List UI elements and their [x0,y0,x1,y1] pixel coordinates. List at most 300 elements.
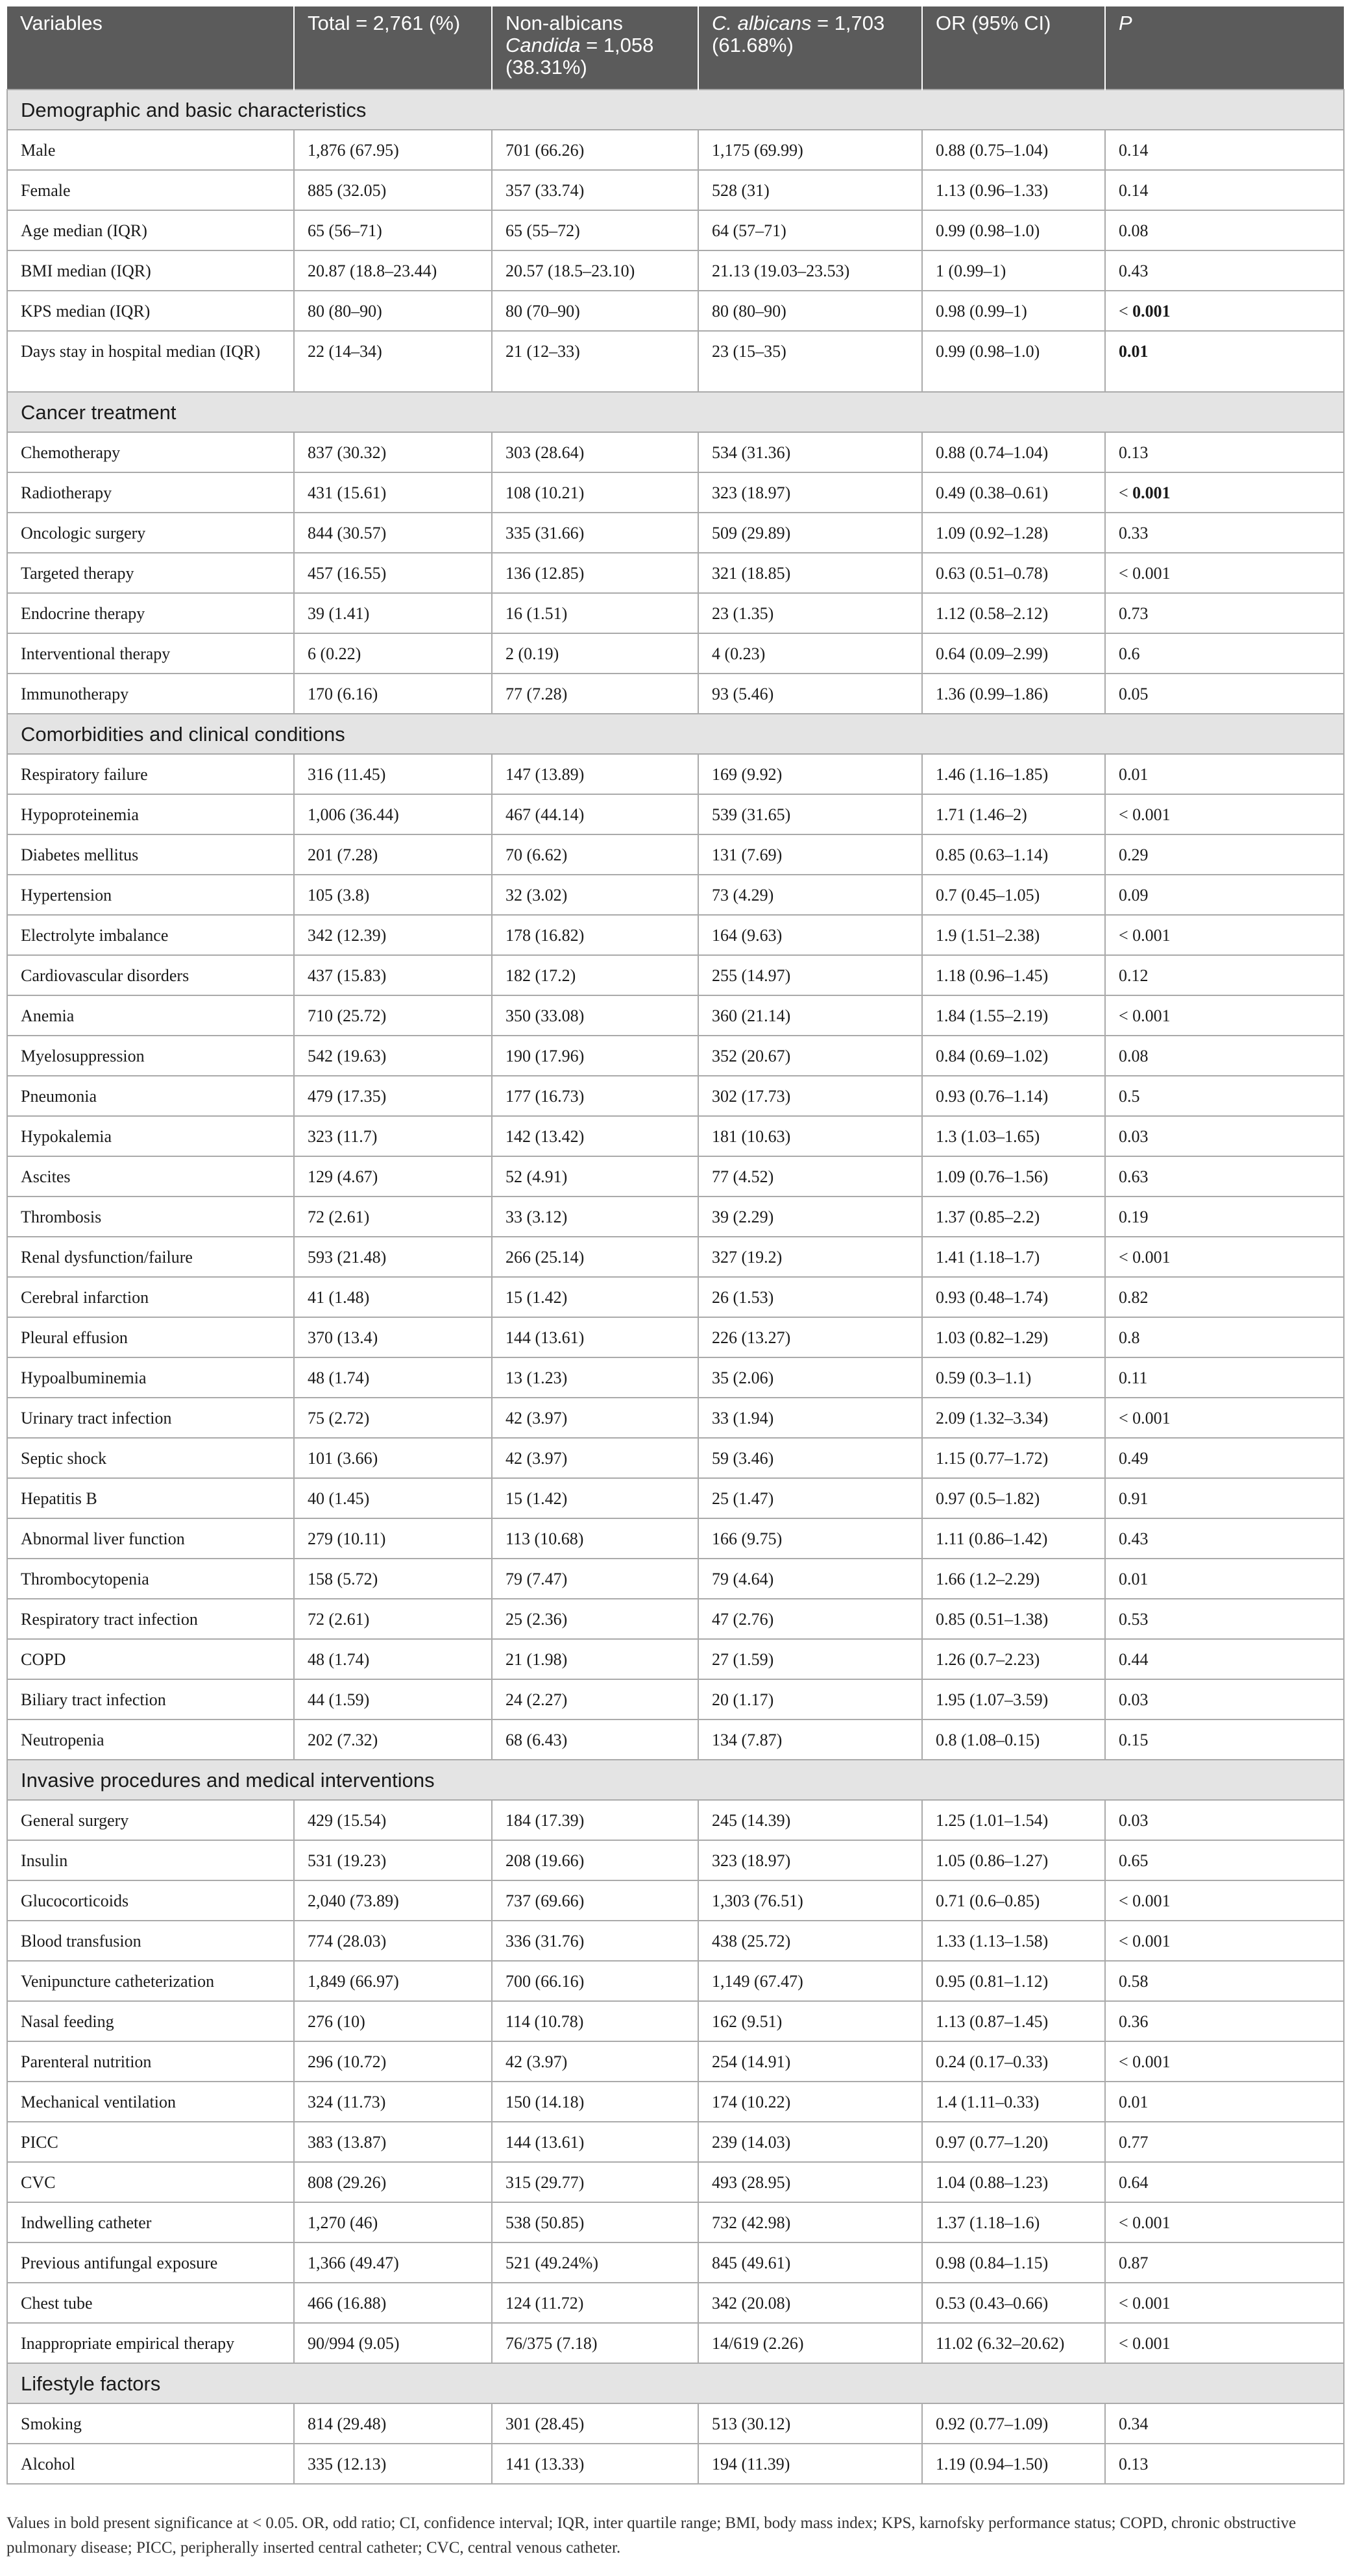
p-value: 0.08 [1119,221,1149,240]
header-c-albicans [698,6,922,90]
total-cell: 201 (7.28) [294,834,492,875]
p-value: 0.49 [1119,1448,1149,1468]
total-cell: 158 (5.72) [294,1559,492,1599]
table-row [7,2162,1344,2202]
c-albicans-cell: 239 (14.03) [698,2122,922,2162]
c-albicans-cell: 509 (29.89) [698,513,922,553]
or-ci-cell: 0.53 (0.43–0.66) [922,2283,1105,2323]
table-row [7,1840,1344,1880]
table-row [7,1398,1344,1438]
p-value-cell [1105,2041,1344,2082]
table-row [7,432,1344,472]
p-value-cell [1105,1156,1344,1197]
variable-cell: Respiratory tract infection [7,1599,294,1639]
c-albicans-cell: 23 (15–35) [698,331,922,392]
or-ci-cell: 0.59 (0.3–1.1) [922,1357,1105,1398]
p-value: 0.91 [1119,1488,1149,1508]
total-cell: 101 (3.66) [294,1438,492,1478]
section-row [7,714,1344,754]
table-row [7,1478,1344,1518]
table-row [7,2041,1344,2082]
variable-cell: General surgery [7,1800,294,1840]
p-value-cell [1105,995,1344,1036]
table-row [7,2444,1344,2484]
non-albicans-cell: 65 (55–72) [492,210,698,250]
p-value: 0.08 [1119,1046,1149,1065]
or-ci-cell: 0.97 (0.5–1.82) [922,1478,1105,1518]
or-ci-cell: 0.84 (0.69–1.02) [922,1036,1105,1076]
total-cell: 429 (15.54) [294,1800,492,1840]
or-ci-cell: 1.37 (1.18–1.6) [922,2202,1105,2242]
p-value-cell [1105,2122,1344,2162]
total-cell: 72 (2.61) [294,1197,492,1237]
c-albicans-cell: 23 (1.35) [698,593,922,633]
or-ci-cell: 1.26 (0.7–2.23) [922,1639,1105,1679]
header-c-albicans-suffix: = 1,703 (61.68%) [712,12,885,56]
p-value: 0.65 [1119,1851,1149,1870]
or-ci-cell: 1.46 (1.16–1.85) [922,754,1105,794]
p-value-cell [1105,1679,1344,1719]
c-albicans-cell: 1,303 (76.51) [698,1880,922,1921]
non-albicans-cell: 68 (6.43) [492,1719,698,1760]
or-ci-cell: 0.63 (0.51–0.78) [922,553,1105,593]
total-cell: 437 (15.83) [294,955,492,995]
or-ci-cell: 1.37 (0.85–2.2) [922,1197,1105,1237]
non-albicans-cell: 42 (3.97) [492,1438,698,1478]
variable-cell: Septic shock [7,1438,294,1478]
non-albicans-cell: 20.57 (18.5–23.10) [492,250,698,291]
variable-cell: Venipuncture catheterization [7,1961,294,2001]
or-ci-cell: 1.11 (0.86–1.42) [922,1518,1105,1559]
non-albicans-cell: 79 (7.47) [492,1559,698,1599]
p-value-cell [1105,210,1344,250]
table-row [7,1800,1344,1840]
table-row [7,2001,1344,2041]
total-cell: 370 (13.4) [294,1317,492,1357]
p-value: 0.03 [1119,1126,1149,1146]
variable-cell: Blood transfusion [7,1921,294,1961]
table-header [7,6,1344,90]
total-cell: 431 (15.61) [294,472,492,513]
or-ci-cell: 0.99 (0.98–1.0) [922,210,1105,250]
variable-cell: Hypertension [7,875,294,915]
c-albicans-cell: 360 (21.14) [698,995,922,1036]
table-row [7,1639,1344,1679]
table-row [7,1076,1344,1116]
table-row [7,1036,1344,1076]
table-footnote: Values in bold present significance at < 0.05. OR, odd ratio; CI, confidence interval; IQR, inter quartile range; BMI, body mass index; KPS, karnofsky performance status; COPD, chronic obstructive pulmonary disease; PICC, peripherally inserted central catheter; CVC, central venous catheter. [6,2514,1296,2557]
variable-cell: Urinary tract infection [7,1398,294,1438]
p-value: 0.03 [1119,1810,1149,1830]
non-albicans-cell: 2 (0.19) [492,633,698,674]
or-ci-cell: 1.41 (1.18–1.7) [922,1237,1105,1277]
table-row [7,915,1344,955]
section-title: Comorbidities and clinical conditions [7,714,1344,754]
variable-cell: Previous antifungal exposure [7,2242,294,2283]
c-albicans-cell: 134 (7.87) [698,1719,922,1760]
non-albicans-cell: 52 (4.91) [492,1156,698,1197]
total-cell: 41 (1.48) [294,1277,492,1317]
or-ci-cell: 0.71 (0.6–0.85) [922,1880,1105,1921]
p-value-cell [1105,1277,1344,1317]
p-value-cell [1105,2242,1344,2283]
p-value: 0.01 [1119,2092,1149,2111]
table-row [7,2242,1344,2283]
non-albicans-cell: 336 (31.76) [492,1921,698,1961]
variable-cell: Radiotherapy [7,472,294,513]
c-albicans-cell: 255 (14.97) [698,955,922,995]
non-albicans-cell: 357 (33.74) [492,170,698,210]
or-ci-cell: 1.4 (1.11–0.33) [922,2082,1105,2122]
or-ci-cell: 1.71 (1.46–2) [922,794,1105,834]
variable-cell: Alcohol [7,2444,294,2484]
table-row [7,2202,1344,2242]
p-value-cell [1105,250,1344,291]
variable-cell: Abnormal liver function [7,1518,294,1559]
total-cell: 170 (6.16) [294,674,492,714]
c-albicans-cell: 321 (18.85) [698,553,922,593]
table-row [7,995,1344,1036]
variable-cell: Targeted therapy [7,553,294,593]
table-row [7,2403,1344,2444]
p-value: 0.8 [1119,1328,1140,1347]
table-row [7,633,1344,674]
total-cell: 383 (13.87) [294,2122,492,2162]
p-value: 0.34 [1119,2414,1149,2433]
p-value-cell [1105,513,1344,553]
c-albicans-cell: 21.13 (19.03–23.53) [698,250,922,291]
table-row [7,553,1344,593]
header-variables: Variables [7,6,294,90]
or-ci-cell: 1.25 (1.01–1.54) [922,1800,1105,1840]
table-row [7,1518,1344,1559]
total-cell: 202 (7.32) [294,1719,492,1760]
variable-cell: Glucocorticoids [7,1880,294,1921]
table-row [7,210,1344,250]
variable-cell: Indwelling catheter [7,2202,294,2242]
c-albicans-cell: 732 (42.98) [698,2202,922,2242]
non-albicans-cell: 178 (16.82) [492,915,698,955]
total-cell: 6 (0.22) [294,633,492,674]
p-value: 0.63 [1119,1167,1149,1186]
or-ci-cell: 0.24 (0.17–0.33) [922,2041,1105,2082]
p-value-cell [1105,1961,1344,2001]
non-albicans-cell: 350 (33.08) [492,995,698,1036]
non-albicans-cell: 16 (1.51) [492,593,698,633]
table-row [7,1317,1344,1357]
c-albicans-cell: 1,175 (69.99) [698,130,922,170]
table-row [7,1438,1344,1478]
p-value-cell [1105,291,1344,331]
table-row [7,1277,1344,1317]
section-row [7,1760,1344,1800]
variable-cell: Days stay in hospital median (IQR) [7,331,294,392]
total-cell: 457 (16.55) [294,553,492,593]
c-albicans-cell: 245 (14.39) [698,1800,922,1840]
table-row [7,1921,1344,1961]
header-p-italic: P [1119,12,1132,34]
non-albicans-cell: 177 (16.73) [492,1076,698,1116]
p-value-cell [1105,1840,1344,1880]
or-ci-cell: 1.05 (0.86–1.27) [922,1840,1105,1880]
or-ci-cell: 1.9 (1.51–2.38) [922,915,1105,955]
c-albicans-cell: 26 (1.53) [698,1277,922,1317]
p-value: 0.53 [1119,1609,1149,1629]
non-albicans-cell: 301 (28.45) [492,2403,698,2444]
variable-cell: Biliary tract infection [7,1679,294,1719]
total-cell: 279 (10.11) [294,1518,492,1559]
total-cell: 20.87 (18.8–23.44) [294,250,492,291]
variable-cell: Age median (IQR) [7,210,294,250]
variable-cell: BMI median (IQR) [7,250,294,291]
section-row [7,392,1344,432]
total-cell: 105 (3.8) [294,875,492,915]
or-ci-cell: 1.04 (0.88–1.23) [922,2162,1105,2202]
p-value-cell [1105,1719,1344,1760]
p-value-cell [1105,1599,1344,1639]
p-value: 0.43 [1119,1529,1149,1548]
or-ci-cell: 0.92 (0.77–1.09) [922,2403,1105,2444]
p-value-bold: 0.001 [1132,483,1171,502]
p-value: 0.36 [1119,2011,1149,2031]
variable-cell: Anemia [7,995,294,1036]
p-value-cell [1105,1559,1344,1599]
or-ci-cell: 1.36 (0.99–1.86) [922,674,1105,714]
p-value-cell [1105,834,1344,875]
header-non-albicans [492,6,698,90]
variable-cell: Interventional therapy [7,633,294,674]
total-cell: 885 (32.05) [294,170,492,210]
c-albicans-cell: 493 (28.95) [698,2162,922,2202]
non-albicans-cell: 141 (13.33) [492,2444,698,2484]
c-albicans-cell: 164 (9.63) [698,915,922,955]
section-row [7,2363,1344,2403]
variable-cell: Oncologic surgery [7,513,294,553]
c-albicans-cell: 169 (9.92) [698,754,922,794]
p-value-cell [1105,2283,1344,2323]
p-value: 0.29 [1119,845,1149,864]
or-ci-cell: 1.13 (0.87–1.45) [922,2001,1105,2041]
table-row [7,1599,1344,1639]
or-ci-cell: 0.95 (0.81–1.12) [922,1961,1105,2001]
or-ci-cell: 0.93 (0.48–1.74) [922,1277,1105,1317]
variable-cell: Male [7,130,294,170]
non-albicans-cell: 80 (70–90) [492,291,698,331]
data-table [6,6,1345,2485]
variable-cell: Electrolyte imbalance [7,915,294,955]
p-value-cell [1105,1398,1344,1438]
total-cell: 39 (1.41) [294,593,492,633]
total-cell: 335 (12.13) [294,2444,492,2484]
or-ci-cell: 1 (0.99–1) [922,250,1105,291]
total-cell: 837 (30.32) [294,432,492,472]
c-albicans-cell: 59 (3.46) [698,1438,922,1478]
p-value-cell [1105,1036,1344,1076]
p-value: < 0.001 [1119,2213,1171,2232]
c-albicans-cell: 323 (18.97) [698,472,922,513]
non-albicans-cell: 182 (17.2) [492,955,698,995]
c-albicans-cell: 534 (31.36) [698,432,922,472]
non-albicans-cell: 24 (2.27) [492,1679,698,1719]
p-value: 0.01 [1119,342,1149,361]
table-row [7,674,1344,714]
non-albicans-cell: 108 (10.21) [492,472,698,513]
p-value-cell [1105,955,1344,995]
or-ci-cell: 11.02 (6.32–20.62) [922,2323,1105,2363]
total-cell: 814 (29.48) [294,2403,492,2444]
c-albicans-cell: 342 (20.08) [698,2283,922,2323]
table-row [7,1197,1344,1237]
non-albicans-cell: 184 (17.39) [492,1800,698,1840]
c-albicans-cell: 226 (13.27) [698,1317,922,1357]
variable-cell: KPS median (IQR) [7,291,294,331]
non-albicans-cell: 737 (69.66) [492,1880,698,1921]
table-row [7,472,1344,513]
or-ci-cell: 0.64 (0.09–2.99) [922,633,1105,674]
non-albicans-cell: 700 (66.16) [492,1961,698,2001]
table-row [7,2283,1344,2323]
c-albicans-cell: 513 (30.12) [698,2403,922,2444]
c-albicans-cell: 39 (2.29) [698,1197,922,1237]
p-value: < 0.001 [1119,2293,1171,2313]
p-value: < 0.001 [1119,2052,1171,2071]
p-value: 0.11 [1119,1368,1148,1387]
total-cell: 1,876 (67.95) [294,130,492,170]
variable-cell: Smoking [7,2403,294,2444]
c-albicans-cell: 162 (9.51) [698,2001,922,2041]
variable-cell: Hypoproteinemia [7,794,294,834]
non-albicans-cell: 70 (6.62) [492,834,698,875]
table-row [7,794,1344,834]
section-title: Cancer treatment [7,392,1344,432]
p-value-cell [1105,674,1344,714]
header-or: OR (95% CI) [922,6,1105,90]
p-value-cell [1105,2444,1344,2484]
total-cell: 90/994 (9.05) [294,2323,492,2363]
c-albicans-cell: 77 (4.52) [698,1156,922,1197]
section-title: Lifestyle factors [7,2363,1344,2403]
header-row [7,6,1344,90]
variable-cell: COPD [7,1639,294,1679]
table-row [7,331,1344,392]
variable-cell: Parenteral nutrition [7,2041,294,2082]
c-albicans-cell: 302 (17.73) [698,1076,922,1116]
total-cell: 44 (1.59) [294,1679,492,1719]
total-cell: 65 (56–71) [294,210,492,250]
p-value: 0.01 [1119,764,1149,784]
table-row [7,593,1344,633]
non-albicans-cell: 147 (13.89) [492,754,698,794]
total-cell: 593 (21.48) [294,1237,492,1277]
p-value: < 0.001 [1119,483,1171,502]
or-ci-cell: 0.88 (0.74–1.04) [922,432,1105,472]
or-ci-cell: 0.93 (0.76–1.14) [922,1076,1105,1116]
total-cell: 774 (28.03) [294,1921,492,1961]
table-row [7,291,1344,331]
p-value-cell [1105,472,1344,513]
table-row [7,875,1344,915]
variable-cell: Insulin [7,1840,294,1880]
c-albicans-cell: 323 (18.97) [698,1840,922,1880]
table-row [7,834,1344,875]
total-cell: 1,366 (49.47) [294,2242,492,2283]
non-albicans-cell: 33 (3.12) [492,1197,698,1237]
p-value: 0.05 [1119,684,1149,703]
or-ci-cell: 0.99 (0.98–1.0) [922,331,1105,392]
non-albicans-cell: 42 (3.97) [492,1398,698,1438]
p-value-cell [1105,875,1344,915]
c-albicans-cell: 131 (7.69) [698,834,922,875]
header-non-albicans-prefix: Non-albicans [505,12,623,34]
c-albicans-cell: 4 (0.23) [698,633,922,674]
p-value-cell [1105,170,1344,210]
non-albicans-cell: 21 (1.98) [492,1639,698,1679]
p-value: < 0.001 [1119,1247,1171,1267]
p-value-cell [1105,754,1344,794]
total-cell: 531 (19.23) [294,1840,492,1880]
non-albicans-cell: 113 (10.68) [492,1518,698,1559]
p-value: 0.33 [1119,523,1149,542]
non-albicans-cell: 538 (50.85) [492,2202,698,2242]
p-value: 0.43 [1119,261,1149,280]
table-row [7,955,1344,995]
variable-cell: Nasal feeding [7,2001,294,2041]
c-albicans-cell: 25 (1.47) [698,1478,922,1518]
table-row [7,1116,1344,1156]
or-ci-cell: 0.88 (0.75–1.04) [922,130,1105,170]
or-ci-cell: 0.49 (0.38–0.61) [922,472,1105,513]
c-albicans-cell: 35 (2.06) [698,1357,922,1398]
p-value: < 0.001 [1119,563,1171,583]
total-cell: 342 (12.39) [294,915,492,955]
table-row [7,170,1344,210]
total-cell: 324 (11.73) [294,2082,492,2122]
non-albicans-cell: 467 (44.14) [492,794,698,834]
p-value: 0.19 [1119,1207,1149,1226]
total-cell: 323 (11.7) [294,1116,492,1156]
c-albicans-cell: 174 (10.22) [698,2082,922,2122]
p-value-cell [1105,1076,1344,1116]
p-value: 0.14 [1119,180,1149,200]
table-row [7,1679,1344,1719]
p-value-cell [1105,2001,1344,2041]
total-cell: 2,040 (73.89) [294,1880,492,1921]
p-value: 0.64 [1119,2172,1149,2192]
total-cell: 276 (10) [294,2001,492,2041]
or-ci-cell: 1.15 (0.77–1.72) [922,1438,1105,1478]
or-ci-cell: 0.7 (0.45–1.05) [922,875,1105,915]
variable-cell: Pneumonia [7,1076,294,1116]
total-cell: 710 (25.72) [294,995,492,1036]
header-p [1105,6,1344,90]
c-albicans-cell: 27 (1.59) [698,1639,922,1679]
c-albicans-cell: 254 (14.91) [698,2041,922,2082]
non-albicans-cell: 266 (25.14) [492,1237,698,1277]
variable-cell: Chemotherapy [7,432,294,472]
or-ci-cell: 1.09 (0.76–1.56) [922,1156,1105,1197]
p-value-cell [1105,1518,1344,1559]
c-albicans-cell: 64 (57–71) [698,210,922,250]
c-albicans-cell: 80 (80–90) [698,291,922,331]
non-albicans-cell: 521 (49.24%) [492,2242,698,2283]
p-value-cell [1105,1197,1344,1237]
non-albicans-cell: 21 (12–33) [492,331,698,392]
variable-cell: Immunotherapy [7,674,294,714]
non-albicans-cell: 142 (13.42) [492,1116,698,1156]
non-albicans-cell: 190 (17.96) [492,1036,698,1076]
non-albicans-cell: 42 (3.97) [492,2041,698,2082]
p-value: 0.12 [1119,966,1149,985]
